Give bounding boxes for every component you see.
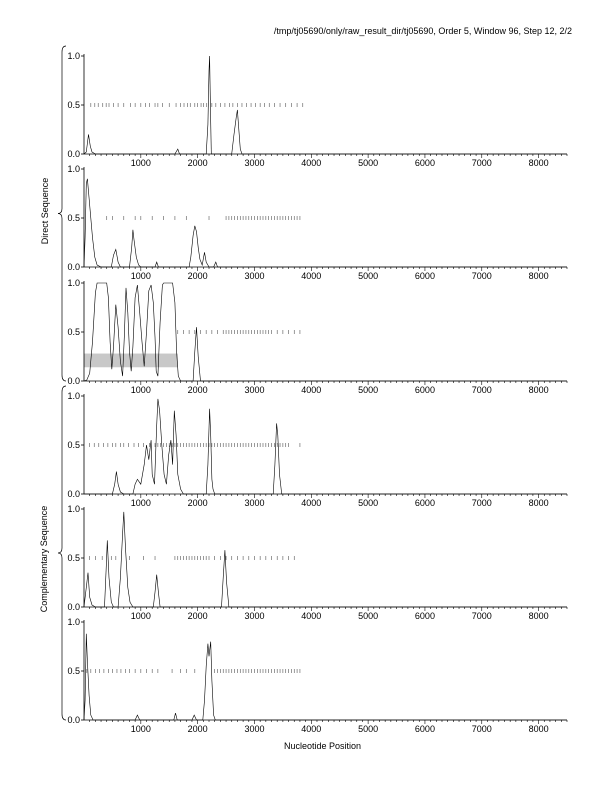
x-tick-label: 6000 xyxy=(414,724,435,734)
x-tick-label: 7000 xyxy=(471,385,492,395)
x-tick-label: 7000 xyxy=(471,611,492,621)
x-tick-label: 4000 xyxy=(301,385,322,395)
x-tick-label: 3000 xyxy=(244,611,265,621)
x-tick-label: 2000 xyxy=(187,158,208,168)
x-tick-label: 7000 xyxy=(471,158,492,168)
y-tick-label: 0.0 xyxy=(67,376,80,386)
x-tick-label: 5000 xyxy=(358,385,379,395)
x-tick-label: 4000 xyxy=(301,498,322,508)
x-tick-label: 1000 xyxy=(130,498,151,508)
x-tick-label: 8000 xyxy=(528,385,549,395)
x-tick-label: 8000 xyxy=(528,158,549,168)
y-tick-label: 0.5 xyxy=(67,666,80,676)
x-tick-label: 7000 xyxy=(471,271,492,281)
y-tick-label: 0.5 xyxy=(67,440,80,450)
x-tick-label: 4000 xyxy=(301,611,322,621)
chart-title: /tmp/tj05690/only/raw_result_dir/tj05690, Order 5, Window 96, Step 12, 2/2 xyxy=(273,26,572,36)
x-tick-label: 6000 xyxy=(414,271,435,281)
x-tick-label: 2000 xyxy=(187,611,208,621)
panel-3 xyxy=(67,278,567,395)
panel-5 xyxy=(67,504,567,621)
x-tick-label: 7000 xyxy=(471,724,492,734)
x-tick-label: 8000 xyxy=(528,611,549,621)
x-tick-label: 1000 xyxy=(130,385,151,395)
x-tick-label: 6000 xyxy=(414,158,435,168)
chart-panels xyxy=(67,51,567,734)
profile-line xyxy=(84,56,567,154)
x-tick-label: 2000 xyxy=(187,724,208,734)
y-tick-label: 0.0 xyxy=(67,715,80,725)
x-axis-label: Nucleotide Position xyxy=(284,741,362,751)
x-tick-label: 4000 xyxy=(301,271,322,281)
y-tick-label: 0.0 xyxy=(67,489,80,499)
direct-sequence-label: Direct Sequence xyxy=(40,177,50,245)
y-tick-label: 1.0 xyxy=(67,617,80,627)
x-tick-label: 2000 xyxy=(187,385,208,395)
panel-1 xyxy=(67,51,567,168)
x-tick-label: 1000 xyxy=(130,611,151,621)
x-tick-label: 3000 xyxy=(244,724,265,734)
x-tick-label: 5000 xyxy=(358,611,379,621)
x-tick-label: 1000 xyxy=(130,271,151,281)
x-tick-label: 4000 xyxy=(301,158,322,168)
y-tick-label: 0.0 xyxy=(67,262,80,272)
x-tick-label: 7000 xyxy=(471,498,492,508)
x-tick-label: 1000 xyxy=(130,724,151,734)
y-tick-label: 0.5 xyxy=(67,213,80,223)
y-tick-label: 1.0 xyxy=(67,391,80,401)
x-tick-label: 6000 xyxy=(414,498,435,508)
y-tick-label: 1.0 xyxy=(67,278,80,288)
y-tick-label: 0.0 xyxy=(67,602,80,612)
x-tick-label: 2000 xyxy=(187,498,208,508)
x-tick-label: 5000 xyxy=(358,498,379,508)
profile-line xyxy=(84,399,567,494)
y-tick-label: 1.0 xyxy=(67,51,80,61)
group-braces xyxy=(58,46,66,720)
y-tick-label: 1.0 xyxy=(67,164,80,174)
x-tick-label: 5000 xyxy=(358,271,379,281)
x-tick-label: 8000 xyxy=(528,498,549,508)
profile-line xyxy=(84,179,567,267)
y-tick-label: 0.0 xyxy=(67,149,80,159)
x-tick-label: 6000 xyxy=(414,385,435,395)
y-tick-label: 0.5 xyxy=(67,100,80,110)
x-tick-label: 3000 xyxy=(244,271,265,281)
x-tick-label: 8000 xyxy=(528,271,549,281)
x-tick-label: 3000 xyxy=(244,158,265,168)
direct-brace xyxy=(58,46,66,381)
y-tick-label: 0.5 xyxy=(67,327,80,337)
y-tick-label: 0.5 xyxy=(67,553,80,563)
x-tick-label: 3000 xyxy=(244,498,265,508)
profile-line xyxy=(84,512,567,607)
profile-line xyxy=(84,634,567,720)
panel-6 xyxy=(67,617,567,734)
x-tick-label: 5000 xyxy=(358,158,379,168)
y-tick-label: 1.0 xyxy=(67,504,80,514)
complementary-sequence-label: Complementary Sequence xyxy=(39,505,49,613)
panel-4 xyxy=(67,391,567,508)
x-tick-label: 1000 xyxy=(130,158,151,168)
x-tick-label: 4000 xyxy=(301,724,322,734)
x-tick-label: 5000 xyxy=(358,724,379,734)
x-tick-label: 3000 xyxy=(244,385,265,395)
panel-2 xyxy=(67,164,567,281)
complementary-brace xyxy=(58,386,66,720)
x-tick-label: 8000 xyxy=(528,724,549,734)
x-tick-label: 2000 xyxy=(187,271,208,281)
x-tick-label: 6000 xyxy=(414,611,435,621)
